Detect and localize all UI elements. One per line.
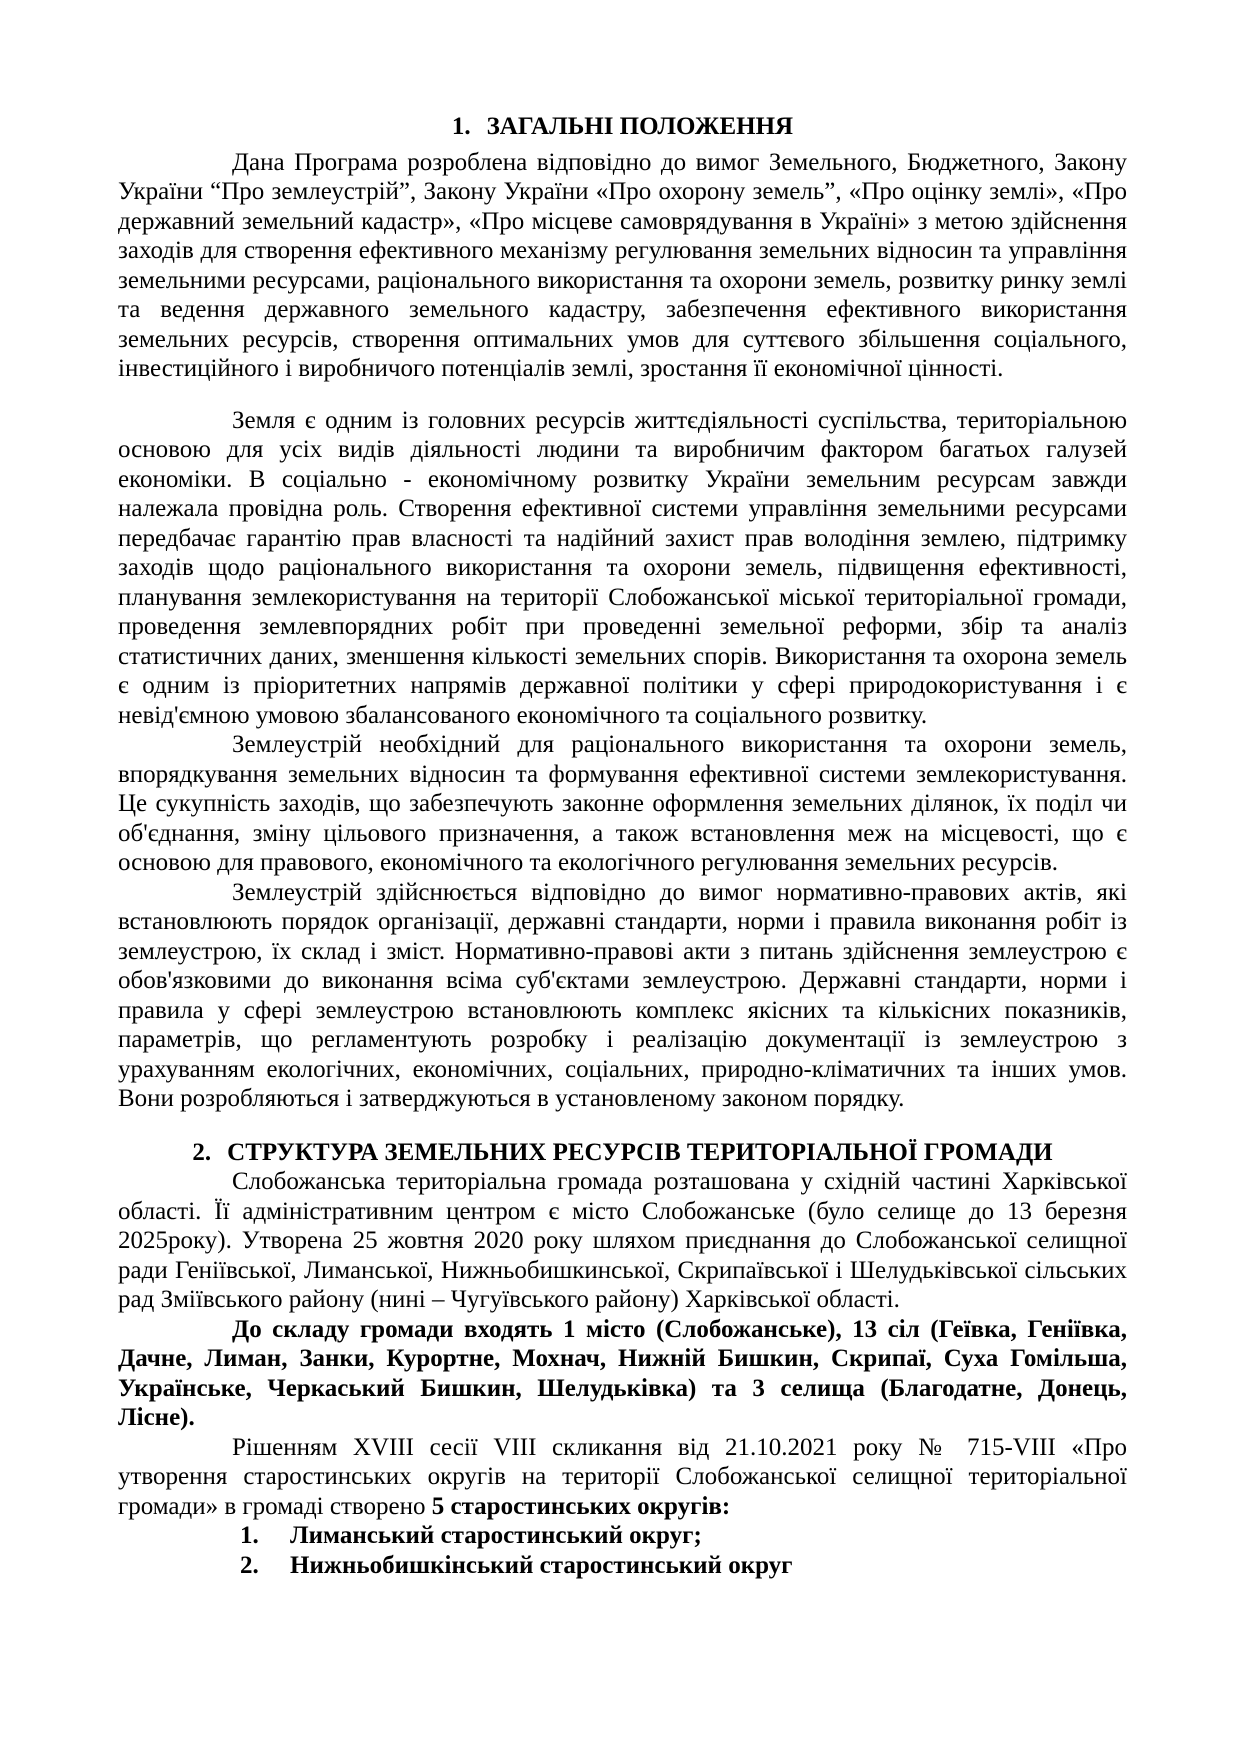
section-1-heading: [118, 112, 1127, 142]
list-item-number: 2.: [240, 1551, 259, 1579]
section-1-paragraph-land-role: Земля є одним із головних ресурсів життєдіяльності суспільства, територіальною основою для усіх видів діяльності людини та виробничим фактором багатьох галузей економіки. В соціально - економічному розвитку України земельним ресурсам завжди належала провідна роль. Створення ефективної системи управління земельними ресурсами передбачає гарантію прав власності та надійний захист прав володіння землею, підтримку заходів щодо раціонального використання та охорони земель, підвищення ефективності, планування землекористування на території Слобожанської міської територіальної громади, проведення землевпорядних робіт при проведенні земельної реформи, збір та аналіз статистичних даних, зменшення кількості земельних спорів. Використання та охорона земель є одним із пріоритетних напрямів державної політики у сфері природокористування і є невід'ємною умовою збалансованого економічного та соціального розвитку.: [118, 406, 1127, 729]
section-1-heading-title: ЗАГАЛЬНІ ПОЛОЖЕННЯ: [486, 113, 794, 140]
list-item: [240, 1521, 1127, 1551]
section-1-paragraph-intro: Дана Програма розроблена відповідно до вимог Земельного, Бюджетного, Закону України “Про землеустрій”, Закону України «Про охорону земель”, «Про оцінку землі», «Про державний земельний кадастр», «Про місцеве самоврядування в Україні» з метою здійснення заходів для створення ефективного механізму регулювання земельних відносин та управління земельними ресурсами, раціонального використання та охорони земель, розвитку ринку землі та ведення державного земельного кадастру, забезпечення ефективного використання земельних ресурсів, створення оптимальних умов для суттєвого збільшення соціального, інвестиційного і виробничого потенціалів землі, зростання її економічної цінності.: [118, 148, 1127, 382]
section-2-paragraph-decision: [118, 1433, 1127, 1522]
list-item-number: 1.: [240, 1522, 259, 1549]
section-2-paragraph-location: Слобожанська територіальна громада розташована у східній частині Харківської області. Її адміністративним центром є місто Слобожанське (було селище до 13 березня 2025року). Утворена 25 жовтня 2020 року шляхом приєднання до Слобожанської селищної ради Геніївської, Лиманської, Нижньобишкинської, Скрипаївської і Шелудьківської сільських рад Зміївського району (нині – Чугуївського району) Харківської області.: [118, 1168, 1127, 1313]
section-1-paragraph-land-management: Землеустрій необхідний для раціонального використання та охорони земель, впорядкування земельних відносин та формування ефективної системи землекористування. Це сукупність заходів, що забезпечують законне оформлення земельних ділянок, їх поділ чи об'єднання, зміну цільового призначення, а також встановлення меж на місцевості, що є основою для правового, економічного та екологічного регулювання земельних ресурсів.: [118, 731, 1127, 876]
district-list: [240, 1521, 1127, 1580]
section-1-heading-number: 1.: [451, 113, 471, 140]
list-item: [240, 1551, 1127, 1581]
list-item-label: Лиманський старостинський округ;: [290, 1522, 702, 1549]
section-2-heading-title: СТРУКТУРА ЗЕМЕЛЬНИХ РЕСУРСІВ ТЕРИТОРІАЛЬНОЇ ГРОМАДИ: [227, 1138, 1053, 1166]
decision-text: Рішенням XVIII сесії VIII скликання від 21.10.2021 року № 715-VIII «Про утворення старостинських округів на території Слобожанської селищної територіальної громади» в громаді створено: [118, 1433, 1127, 1520]
section-2-heading: [118, 1138, 1127, 1168]
section-2-heading-number: 2.: [192, 1138, 212, 1166]
section-1-paragraph-legal-acts: Землеустрій здійснюється відповідно до вимог нормативно-правових актів, які встановлюють порядок організації, державні стандарти, норми і правила виконання робіт із землеустрою, їх склад і зміст. Нормативно-правові акти з питань здійснення землеустрою є обов'язковими до виконання всіма суб'єктами землеустрою. Державні стандарти, норми і правила у сфері землеустрою встановлюють комплекс якісних та кількісних показників, параметрів, що регламентують розробку і реалізацію документації із землеустрою з урахуванням екологічних, економічних, соціальних, природно-кліматичних та інших умов. Вони розробляються і затверджуються в установленому законом порядку.: [118, 878, 1127, 1112]
list-item-label: Нижньобишкінський старостинський округ: [290, 1551, 793, 1579]
decision-okrug-count: 5 старостинських округів:: [431, 1492, 731, 1520]
section-2-paragraph-composition: До складу громади входять 1 місто (Слобожанське), 13 сіл (Геївка, Геніївка, Дачне, Лиман, Занки, Курортне, Мохнач, Нижній Бишкин, Скрипаї, Суха Гомільша, Українське, Черкаський Бишкин, Шелудьківка) та 3 селища (Благодатне, Донець, Лісне).: [118, 1315, 1127, 1431]
